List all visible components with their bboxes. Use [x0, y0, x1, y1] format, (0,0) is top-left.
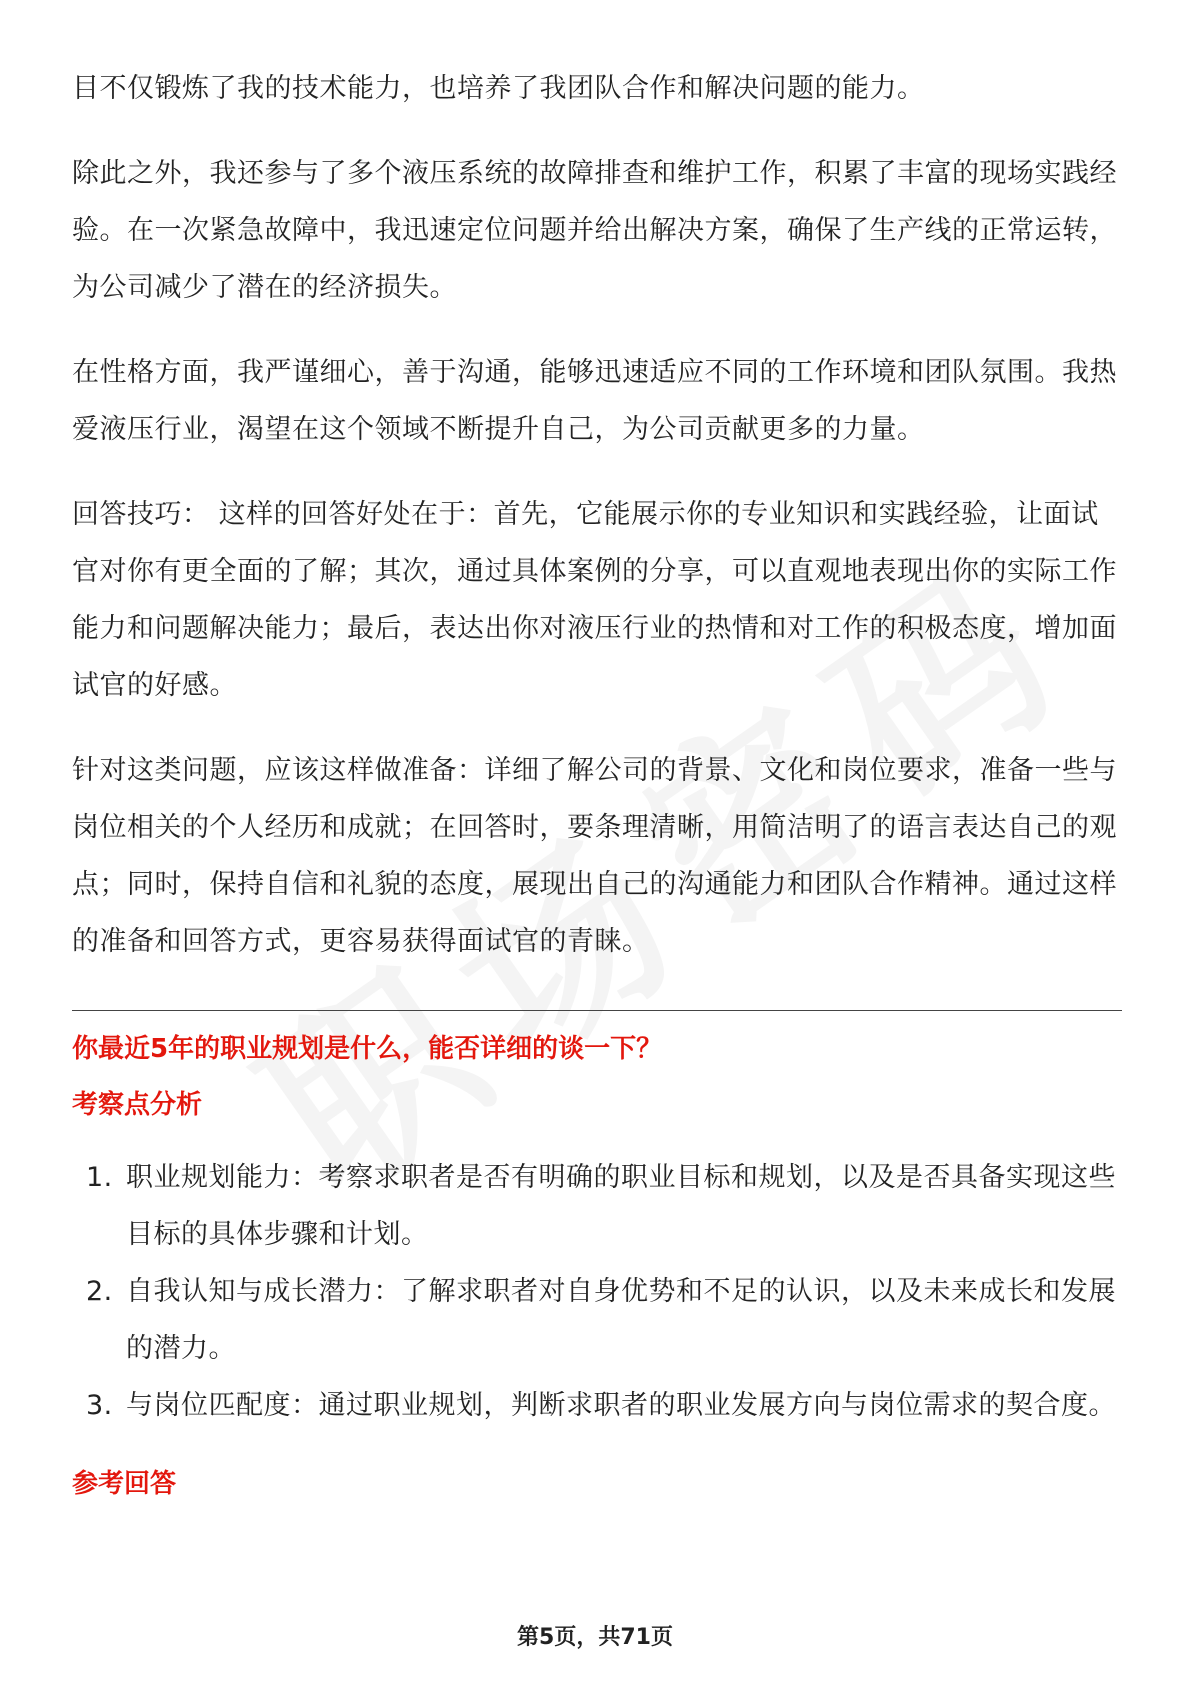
list-item-text: 职业规划能力：考察求职者是否有明确的职业目标和规划，以及是否具备实现这些目标的具体步骤和计划。 — [126, 1162, 1116, 1250]
paragraph: 目不仅锻炼了我的技术能力，也培养了我团队合作和解决问题的能力。 — [72, 73, 925, 104]
answer-heading: 参考回答 — [72, 1469, 177, 1499]
page-number: 第5页，共71页 — [517, 1625, 673, 1650]
paragraph: 除此之外，我还参与了多个液压系统的故障排查和维护工作，积累了丰富的现场实践经验。在一次紧急故障中，我迅速定位问题并给出解决方案，确保了生产线的正常运转，为公司减少了潜在的经济损失。 — [72, 158, 1117, 303]
question-title: 你最近5年的职业规划是什么，能否详细的谈一下？ — [72, 1034, 663, 1064]
analysis-list — [72, 1149, 1122, 1434]
paragraph: 针对这类问题，应该这样做准备：详细了解公司的背景、文化和岗位要求，准备一些与岗位相关的个人经历和成就；在回答时，要条理清晰，用简洁明了的语言表达自己的观点；同时，保持自信和礼貌的态度，展现出自己的沟通能力和团队合作精神。通过这样的准备和回答方式，更容易获得面试官的青睐。 — [72, 755, 1117, 957]
list-item-number: 3. — [86, 1390, 113, 1421]
list-item-number: 1. — [86, 1162, 113, 1193]
section-divider — [72, 1010, 1122, 1011]
list-item — [72, 1149, 1122, 1263]
analysis-heading: 考察点分析 — [72, 1090, 203, 1120]
list-item-number: 2. — [86, 1276, 113, 1307]
paragraph: 回答技巧： 这样的回答好处在于：首先，它能展示你的专业知识和实践经验，让面试官对你有更全面的了解；其次，通过具体案例的分享，可以直观地表现出你的实际工作能力和问题解决能力；最后，表达出你对液压行业的热情和对工作的积极态度，增加面试官的好感。 — [72, 499, 1117, 701]
list-item-text: 与岗位匹配度：通过职业规划，判断求职者的职业发展方向与岗位需求的契合度。 — [126, 1390, 1116, 1421]
paragraph: 在性格方面，我严谨细心，善于沟通，能够迅速适应不同的工作环境和团队氛围。我热爱液压行业，渴望在这个领域不断提升自己，为公司贡献更多的力量。 — [72, 357, 1117, 445]
list-item — [72, 1377, 1122, 1434]
document-body — [72, 60, 1122, 1528]
list-item-text: 自我认知与成长潜力：了解求职者对自身优势和不足的认识，以及未来成长和发展的潜力。 — [126, 1276, 1116, 1364]
list-item — [72, 1263, 1122, 1377]
